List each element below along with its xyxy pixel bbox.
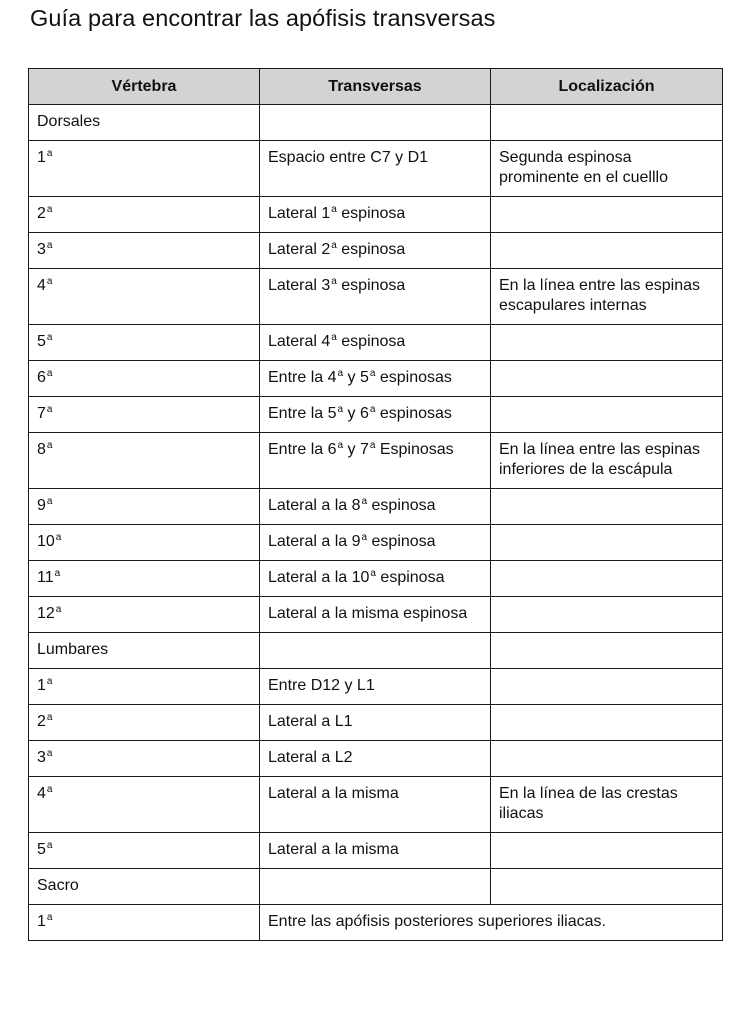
table-row [29,489,723,525]
table-section-row [29,105,723,141]
transversas-cell: Lateral a la 10$^a$ espinosa [260,561,491,597]
vertebra-cell: 2$^a$ [29,705,260,741]
transversas-cell: Entre D12 y L1 [260,669,491,705]
vertebra-cell: 3$^a$ [29,741,260,777]
vertebra-cell: 1$^a$ [29,141,260,197]
localizacion-cell [491,361,723,397]
vertebra-cell: 4$^a$ [29,777,260,833]
transversas-cell: Lateral a la 9$^a$ espinosa [260,525,491,561]
localizacion-cell [491,869,723,905]
vertebra-cell: 3$^a$ [29,233,260,269]
vertebra-cell: 11$^a$ [29,561,260,597]
localizacion-cell [491,561,723,597]
transversas-cell: Lateral a L1 [260,705,491,741]
transversas-cell: Lateral a la misma [260,833,491,869]
table-row [29,741,723,777]
table-row [29,525,723,561]
vertebra-cell: 7$^a$ [29,397,260,433]
localizacion-cell [491,597,723,633]
transversas-cell: Espacio entre C7 y D1 [260,141,491,197]
vertebra-cell: 8$^a$ [29,433,260,489]
transversas-cell [260,633,491,669]
column-header-vertebra: Vértebra [29,69,260,105]
table-row [29,833,723,869]
table-row [29,705,723,741]
transversas-cell: Lateral 1$^a$ espinosa [260,197,491,233]
table-row [29,269,723,325]
vertebra-cell: 4$^a$ [29,269,260,325]
table-row [29,561,723,597]
table-row [29,669,723,705]
localizacion-cell: Segunda espinosa prominente en el cuelllo [491,141,723,197]
transversas-cell [260,869,491,905]
localizacion-cell [491,325,723,361]
transversas-cell: Lateral 2$^a$ espinosa [260,233,491,269]
table-row [29,361,723,397]
table-row [29,905,723,941]
vertebra-cell: 5$^a$ [29,325,260,361]
table-row [29,233,723,269]
vertebra-cell: 1$^a$ [29,905,260,941]
localizacion-cell: En la línea de las crestas iliacas [491,777,723,833]
vertebra-cell: 10$^a$ [29,525,260,561]
vertebra-cell: 12$^a$ [29,597,260,633]
vertebra-cell: 6$^a$ [29,361,260,397]
transversas-cell: Lateral a L2 [260,741,491,777]
localizacion-cell [491,197,723,233]
transversas-cell: Lateral a la 8$^a$ espinosa [260,489,491,525]
vertebra-cell: 1$^a$ [29,669,260,705]
vertebra-cell: 2$^a$ [29,197,260,233]
section-label-cell: Sacro [29,869,260,905]
transversas-cell [260,105,491,141]
table-row [29,597,723,633]
vertebra-cell: 5$^a$ [29,833,260,869]
transversas-cell: Entre la 4$^a$ y 5$^a$ espinosas [260,361,491,397]
transversas-cell: Entre la 5$^a$ y 6$^a$ espinosas [260,397,491,433]
localizacion-cell [491,489,723,525]
localizacion-cell: En la línea entre las espinas escapulares internas [491,269,723,325]
table-row [29,433,723,489]
table-row [29,397,723,433]
localizacion-cell [491,233,723,269]
table-row [29,777,723,833]
transversas-cell: Entre la 6$^a$ y 7$^a$ Espinosas [260,433,491,489]
localizacion-cell [491,633,723,669]
table-row [29,325,723,361]
table-header-row [29,69,723,105]
column-header-localizacion: Localización [491,69,723,105]
localizacion-cell [491,833,723,869]
vertebrae-table [28,68,723,941]
transversas-cell: Lateral a la misma [260,777,491,833]
localizacion-cell [491,705,723,741]
column-header-transversas: Transversas [260,69,491,105]
section-label-cell: Dorsales [29,105,260,141]
vertebra-cell: 9$^a$ [29,489,260,525]
localizacion-cell: En la línea entre las espinas inferiores de la escápula [491,433,723,489]
table-row [29,141,723,197]
page-title: Guía para encontrar las apófisis transversas [30,5,496,31]
localizacion-cell [491,397,723,433]
transversas-cell: Lateral 4$^a$ espinosa [260,325,491,361]
localizacion-cell [491,741,723,777]
localizacion-cell [491,525,723,561]
table-section-row [29,633,723,669]
transversas-cell: Lateral 3$^a$ espinosa [260,269,491,325]
transversas-cell: Entre las apófisis posteriores superiores iliacas. [260,905,723,941]
localizacion-cell [491,105,723,141]
transversas-cell: Lateral a la misma espinosa [260,597,491,633]
localizacion-cell [491,669,723,705]
table-row [29,197,723,233]
table-section-row [29,869,723,905]
section-label-cell: Lumbares [29,633,260,669]
table-body [29,105,723,941]
